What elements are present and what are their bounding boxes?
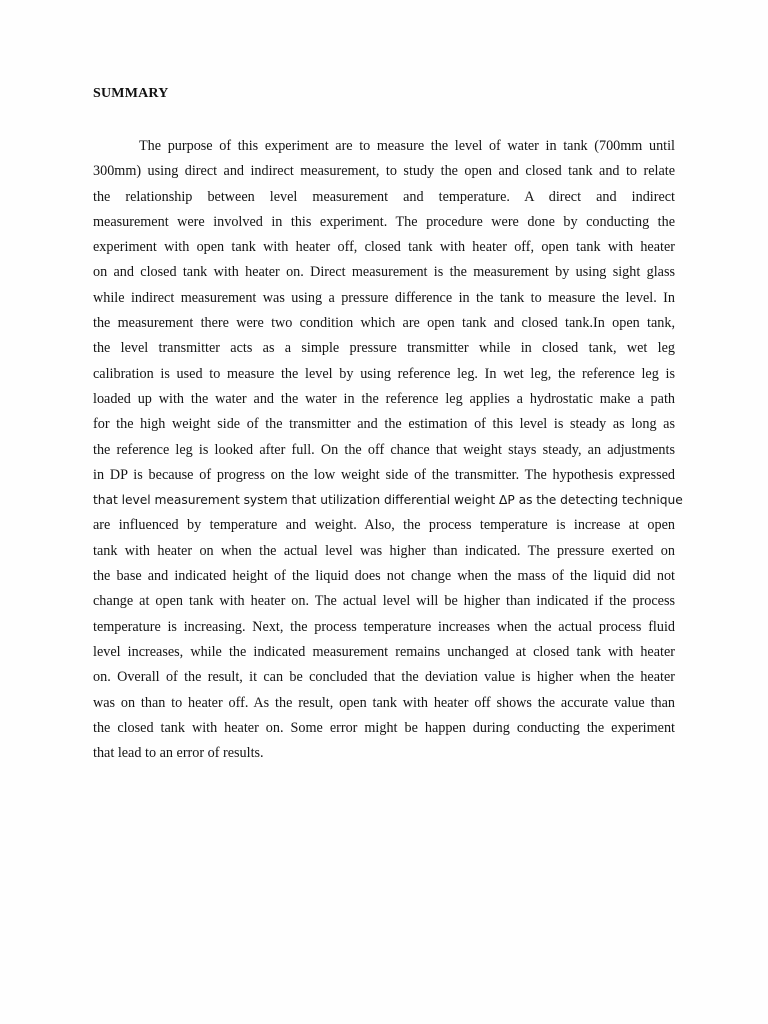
paragraph-line: the base and indicated height of the liquid does not change when the mass of the liquid did not [93, 568, 675, 585]
paragraph-line: temperature is increasing. Next, the process temperature increases when the actual process fluid [93, 618, 675, 635]
paragraph-line: that lead to an error of results. [93, 745, 264, 762]
paragraph-line: are influenced by temperature and weight. Also, the process temperature is increase at open [93, 517, 675, 534]
paragraph-line: the relationship between level measurement and temperature. A direct and indirect [93, 188, 675, 205]
paragraph-line: on and closed tank with heater on. Direct measurement is the measurement by using sight glass [93, 264, 675, 281]
paragraph-line: on. Overall of the result, it can be concluded that the deviation value is higher when the heater [93, 669, 675, 686]
paragraph-line: loaded up with the water and the water in the reference leg applies a hydrostatic make a path [93, 390, 675, 407]
paragraph-line: that level measurement system that utilization differential weight ΔP as the detecting technique [93, 493, 683, 508]
paragraph-line: the level transmitter acts as a simple pressure transmitter while in closed tank, wet leg [93, 340, 675, 357]
paragraph-line: the closed tank with heater on. Some error might be happen during conducting the experiment [93, 719, 675, 736]
paragraph-line: the measurement there were two condition which are open tank and closed tank.In open tank, [93, 315, 675, 332]
paragraph-line: change at open tank with heater on. The actual level will be higher than indicated if the process [93, 593, 675, 610]
paragraph-line: calibration is used to measure the level by using reference leg. In wet leg, the reference leg is [93, 365, 675, 382]
section-heading: SUMMARY [93, 86, 169, 101]
paragraph-line: the reference leg is looked after full. On the off chance that weight stays steady, an adjustments [93, 441, 675, 458]
paragraph-line: measurement were involved in this experiment. The procedure were done by conducting the [93, 213, 675, 230]
summary-paragraph [93, 134, 683, 766]
paragraph-line: 300mm) using direct and indirect measurement, to study the open and closed tank and to relate [93, 163, 675, 180]
paragraph-line: experiment with open tank with heater off, closed tank with heater off, open tank with heater [93, 239, 675, 256]
paragraph-line: while indirect measurement was using a pressure difference in the tank to measure the level. In [93, 289, 675, 306]
paragraph-line: was on than to heater off. As the result, open tank with heater off shows the accurate value than [93, 694, 675, 711]
paragraph-line: in DP is because of progress on the low weight side of the transmitter. The hypothesis expressed [93, 466, 675, 483]
paragraph-line: level increases, while the indicated measurement remains unchanged at closed tank with heater [93, 643, 675, 660]
paragraph-line: The purpose of this experiment are to measure the level of water in tank (700mm until [139, 138, 675, 154]
paragraph-line: tank with heater on when the actual level was higher than indicated. The pressure exerted on [93, 542, 675, 559]
paragraph-line: for the high weight side of the transmitter and the estimation of this level is steady as long as [93, 416, 675, 433]
